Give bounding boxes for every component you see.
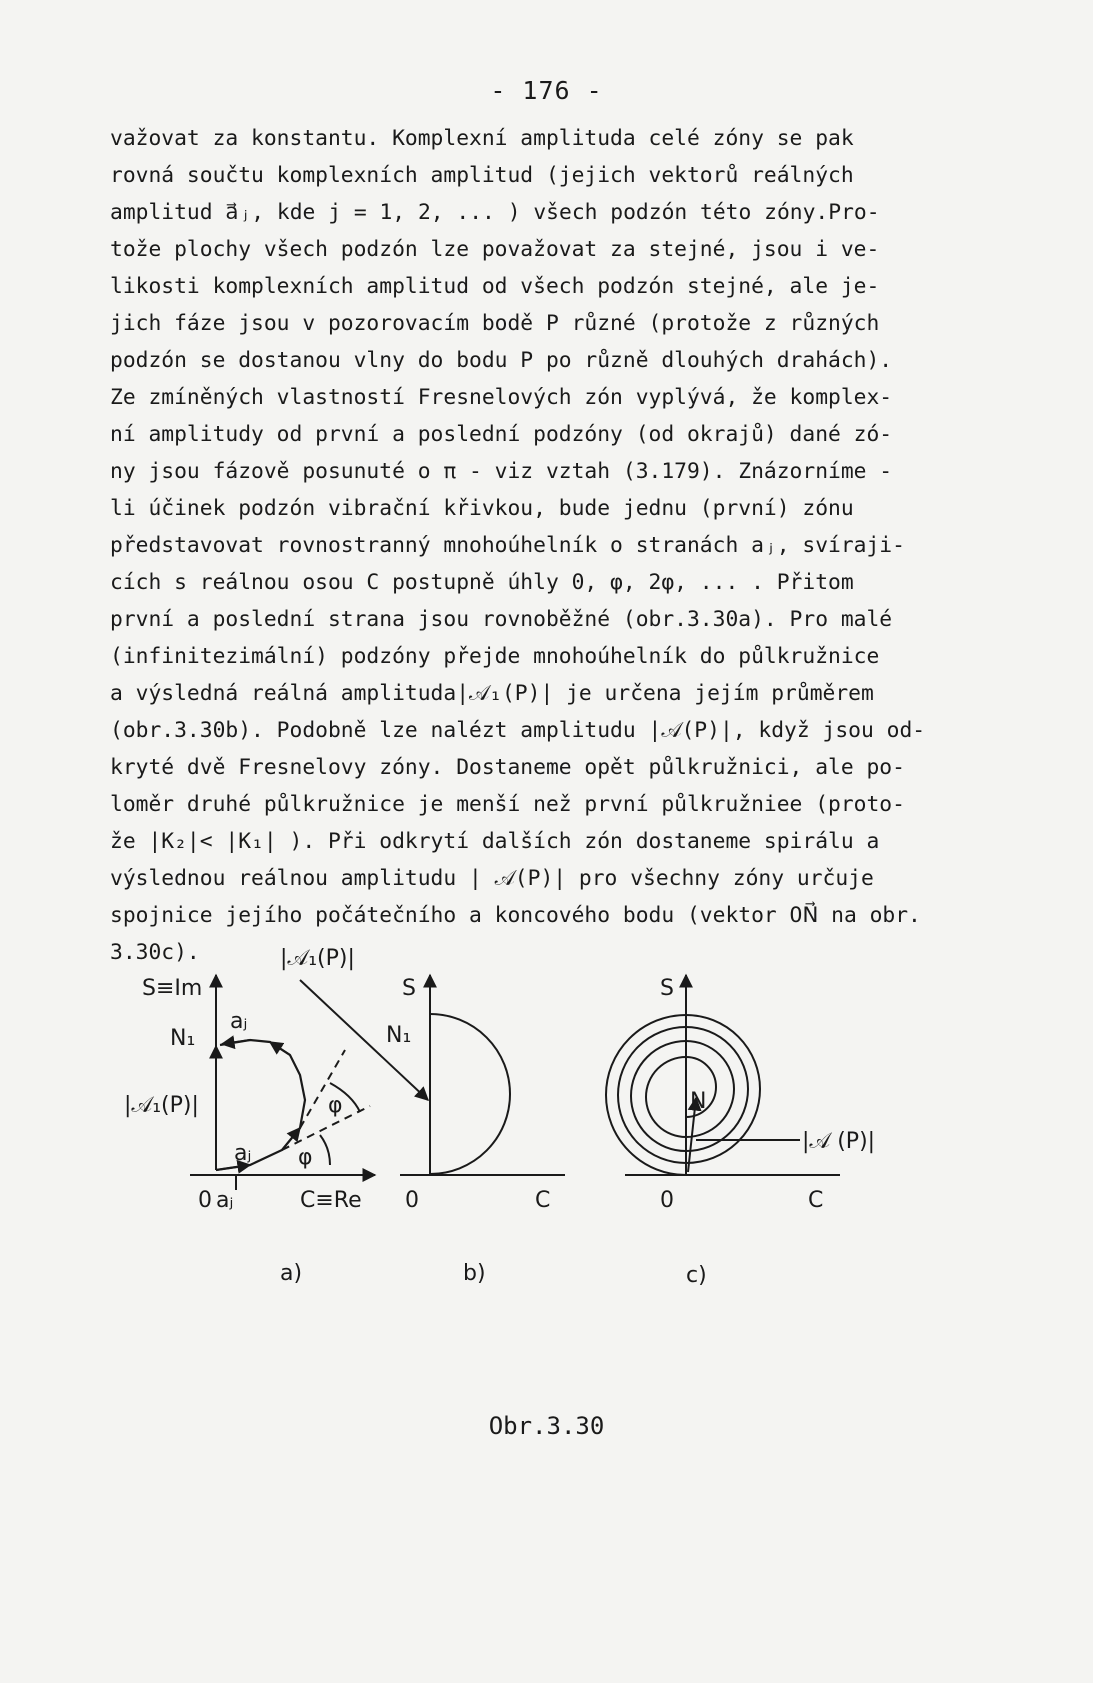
text-line: li účinek podzón vibrační křivkou, bude jednu (první) zónu: [110, 496, 854, 521]
panel-a-polygon-curve: [216, 1040, 305, 1170]
panel-a-amplitude-label: |𝒜₁(P)|: [124, 1093, 199, 1118]
text-line: představovat rovnostranný mnohoúhelník o stranách aⱼ, svíraji-: [110, 533, 905, 558]
panel-c-tag: c): [686, 1263, 707, 1288]
panel-c-axis-c-label: C: [808, 1188, 824, 1213]
panel-a-origin-label: 0: [198, 1188, 212, 1213]
text-line: podzón se dostanou vlny do bodu P po různě dlouhých drahách).: [110, 348, 893, 373]
panel-a-angle-arc-lower: [320, 1135, 330, 1165]
text-line: tože plochy všech podzón lze považovat za stejné, jsou i ve-: [110, 237, 880, 262]
text-line: ní amplitudy od první a poslední podzóny (od okrajů) dané zó-: [110, 422, 893, 447]
panel-a-origin-a-label: aⱼ: [216, 1188, 234, 1213]
panel-a: [190, 975, 375, 1190]
text-line: loměr druhé půlkružnice je menší než první půlkružniee (proto-: [110, 792, 905, 817]
panel-c-axis-s-label: S: [660, 976, 674, 1001]
panel-b-n1-label: N₁: [386, 1023, 412, 1048]
text-line: že |K₂|< |K₁| ). Při odkrytí dalších zón dostaneme spirálu a: [110, 829, 880, 854]
text-line: važovat za konstantu. Komplexní amplituda celé zóny se pak: [110, 126, 854, 151]
panel-b-amplitude-label: |𝒜₁(P)|: [280, 946, 355, 971]
panel-a-phi-upper-label: φ: [328, 1093, 343, 1118]
panel-a-tag: a): [280, 1261, 303, 1286]
text-line: 3.30c).: [110, 940, 200, 965]
text-line: Ze zmíněných vlastností Fresnelových zón vyplývá, že komplex-: [110, 385, 893, 410]
text-line: výslednou reálnou amplitudu | 𝒜(P)| pro všechny zóny určuje: [110, 866, 874, 891]
text-line: likosti komplexních amplitud od všech podzón stejné, ale je-: [110, 274, 880, 299]
panel-b-tag: b): [463, 1261, 486, 1286]
panel-a-axis-s-label: S≡Im: [142, 976, 203, 1001]
figure-caption: Obr.3.30: [488, 1412, 605, 1440]
panel-a-chord-arrow-3: [270, 1042, 290, 1055]
panel-a-axis-c-label: C≡Re: [300, 1188, 362, 1213]
page-number: - 176 -: [490, 76, 603, 105]
panel-a-labels: [124, 976, 362, 1286]
panel-b-axis-s-label: S: [402, 976, 416, 1001]
text-line: (obr.3.30b). Podobně lze nalézt amplitudu |𝒜(P)|, když jsou od-: [110, 718, 926, 743]
panel-a-phi-lower-label: φ: [298, 1145, 313, 1170]
text-line: první a poslední strana jsou rovnoběžné (obr.3.30a). Pro malé: [110, 607, 893, 632]
panel-b-origin-label: 0: [405, 1188, 419, 1213]
panel-c-n-label: N: [690, 1089, 707, 1114]
panel-a-aj-top-label: aⱼ: [230, 1009, 248, 1034]
panel-c-amplitude-label: |𝒜 (P)|: [802, 1129, 876, 1154]
panel-a-aj-bottom-label: aⱼ: [234, 1141, 252, 1166]
text-line: (infinitezimální) podzóny přejde mnohoúhelník do půlkružnice: [110, 644, 880, 669]
panel-c-origin-label: 0: [660, 1188, 674, 1213]
text-line: spojnice jejího počátečního a koncového bodu (vektor ON⃗ na obr.: [110, 903, 921, 928]
text-line: cích s reálnou osou C postupně úhly 0, φ, 2φ, ... . Přitom: [110, 570, 854, 595]
panel-b-labels: [280, 946, 550, 1286]
text-line: kryté dvě Fresnelovy zóny. Dostaneme opět půlkružnici, ale po-: [110, 755, 905, 780]
text-line: ny jsou fázově posunuté o π - viz vztah (3.179). Znázorníme -: [110, 459, 893, 484]
panel-b-axis-c-label: C: [535, 1188, 551, 1213]
text-line: rovná součtu komplexních amplitud (jejich vektorů reálných: [110, 163, 854, 188]
text-line: amplitud a⃗ⱼ, kde j = 1, 2, ... ) všech podzón této zóny.Pro-: [110, 200, 880, 225]
panel-b-semicircle: [430, 1014, 510, 1174]
text-line: jich fáze jsou v pozorovacím bodě P různé (protože z různých: [110, 311, 880, 336]
text-line: a výsledná reálná amplituda|𝒜₁(P)| je určena jejím průměrem: [110, 681, 874, 706]
body-text: [110, 120, 990, 971]
panel-b: [300, 975, 565, 1175]
panel-c-spiral: [606, 1015, 760, 1175]
panel-a-n1-label: N₁: [170, 1026, 196, 1051]
